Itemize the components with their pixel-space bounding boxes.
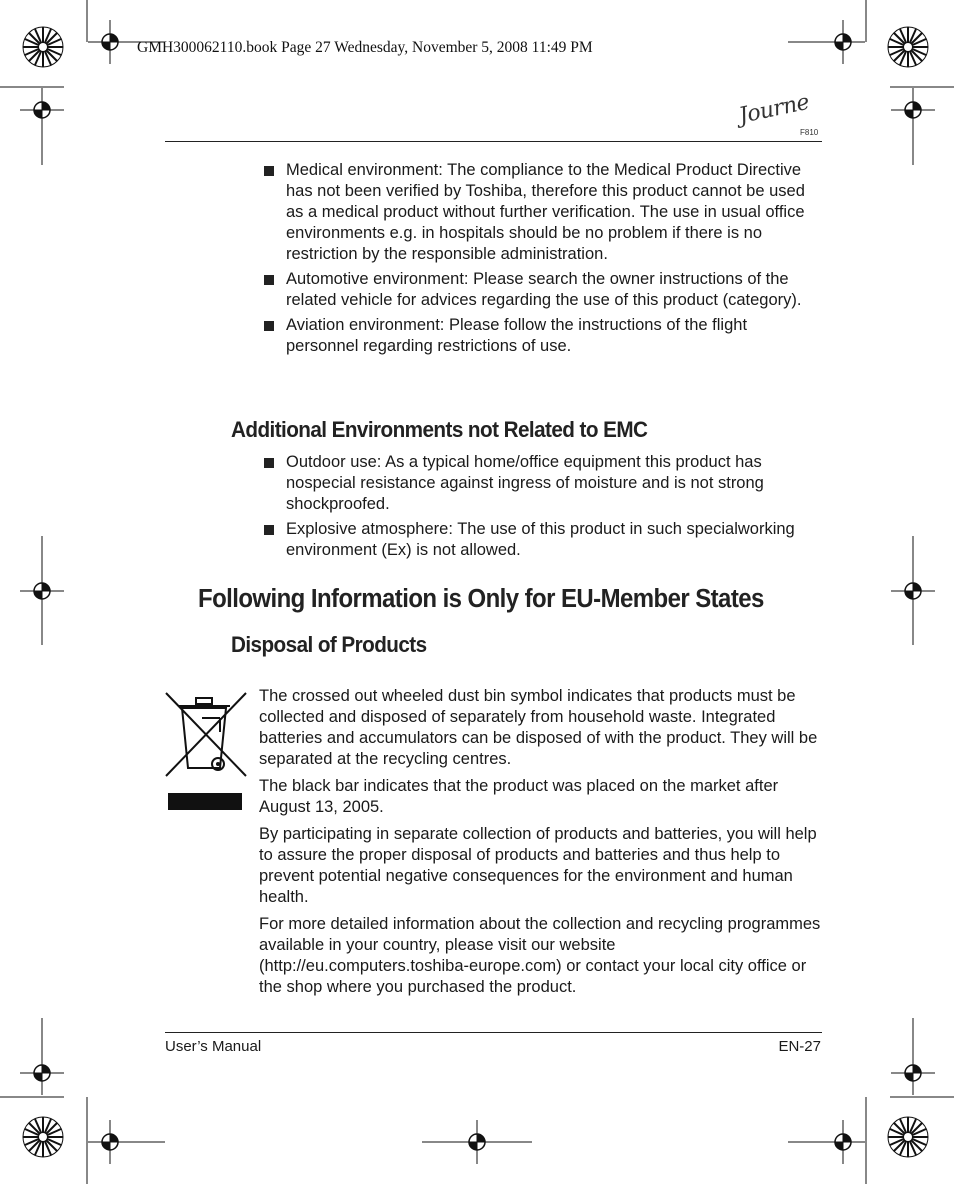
disposal-text (259, 686, 824, 1004)
additional-environment-list (262, 452, 822, 565)
section-heading-additional-environments: Additional Environments not Related to EMC (231, 417, 648, 442)
black-bar-marker (168, 793, 242, 810)
brand-logo-script: Journe (736, 89, 812, 129)
square-bullet-icon (264, 525, 274, 535)
crossed-out-wheeled-bin-icon (162, 688, 252, 783)
page-number: EN-27 (778, 1038, 821, 1055)
chapter-heading-eu-member-states: Following Information is Only for EU-Member States (198, 585, 764, 613)
print-slug-line: GMH300062110.book Page 27 Wednesday, November 5, 2008 11:49 PM (137, 39, 593, 56)
square-bullet-icon (264, 166, 274, 176)
paragraph: For more detailed information about the collection and recycling programmes available in your country, please visit our website (http://eu.computers.toshiba-europe.com) or contact your local city office or the shop where you purchased the product. (259, 915, 821, 996)
list-item: Outdoor use: As a typical home/office equipment this product has nospecial resistance against ingress of moisture and is not strong shockproofed. (262, 452, 822, 515)
list-item: Medical environment: The compliance to the Medical Product Directive has not been verified by Toshiba, therefore this product cannot be used as a medical product without further verification. The use in usual office environments e.g. in hospitals should be no problem if there is no restriction by the responsible administration. (262, 160, 822, 265)
section-heading-disposal: Disposal of Products (231, 632, 427, 657)
list-item: Aviation environment: Please follow the instructions of the flight personnel regarding restrictions of use. (262, 315, 822, 357)
square-bullet-icon (264, 321, 274, 331)
footer-rule (165, 1032, 822, 1033)
square-bullet-icon (264, 275, 274, 285)
list-item: Explosive atmosphere: The use of this product in such specialworking environment (Ex) is not allowed. (262, 519, 822, 561)
emc-environment-list (262, 160, 822, 361)
model-label: F810 (800, 128, 819, 137)
paragraph: The black bar indicates that the product was placed on the market after August 13, 2005. (259, 777, 779, 816)
footer-manual-title: User’s Manual (165, 1038, 262, 1055)
paragraph: By participating in separate collection of products and batteries, you will help to assure the proper disposal of products and batteries and thus help to prevent potential negative consequences for the environment and human health. (259, 825, 817, 906)
list-item: Automotive environment: Please search the owner instructions of the related vehicle for advices regarding the use of this product (category). (262, 269, 822, 311)
header-rule (165, 141, 822, 142)
square-bullet-icon (264, 458, 274, 468)
paragraph: The crossed out wheeled dust bin symbol indicates that products must be collected and disposed of separately from household waste. Integrated batteries and accumulators can be disposed of with the product. They will be separated at the recycling centres. (259, 687, 818, 768)
